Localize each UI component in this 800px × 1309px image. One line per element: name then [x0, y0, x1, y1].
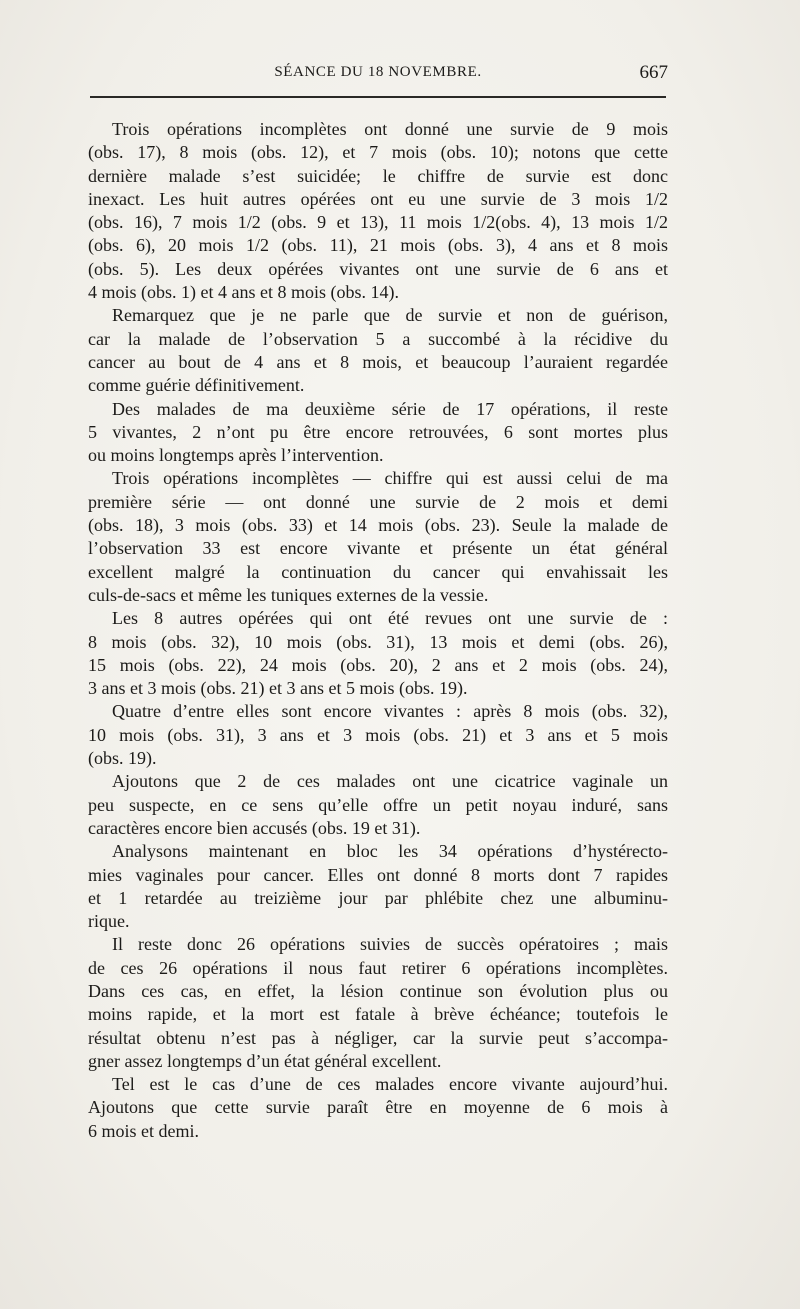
text-line: comme guérie définitivement.	[88, 375, 305, 396]
text-line: Ajoutons que 2 de ces malades ont une cicatrice vaginale un	[112, 771, 668, 792]
text-line: moins rapide, et la mort est fatale à brève échéance; toutefois le	[88, 1004, 668, 1025]
text-line: (obs. 5). Les deux opérées vivantes ont une survie de 6 ans et	[88, 258, 668, 279]
text-line: Dans ces cas, en effet, la lésion continue son évolution plus ou	[88, 980, 668, 1001]
text-line: Trois opérations incomplètes ont donné une survie de 9 mois	[112, 119, 668, 139]
body-text	[88, 118, 668, 1143]
text-line: Il reste donc 26 opérations suivies de succès opératoires ; mais	[112, 934, 668, 955]
running-title: SÉANCE DU 18 NOVEMBRE.	[274, 64, 482, 80]
text-line: rique.	[88, 911, 130, 932]
running-head	[88, 64, 668, 88]
text-line: 6 mois et demi.	[88, 1120, 199, 1141]
paragraph	[88, 467, 668, 607]
paragraph	[88, 700, 668, 770]
page-number: 667	[639, 62, 668, 83]
text-line: ou moins longtemps après l’intervention.	[88, 445, 384, 466]
text-line: Remarquez que je ne parle que de survie et non de guérison,	[112, 305, 668, 326]
text-line: 3 ans et 3 mois (obs. 21) et 3 ans et 5 mois (obs. 19).	[88, 678, 468, 699]
text-line: (obs. 17), 8 mois (obs. 12), et 7 mois (obs. 10); notons que cette	[88, 142, 668, 163]
paragraph	[88, 840, 668, 933]
paragraph	[88, 118, 668, 304]
text-line: (obs. 19).	[88, 748, 157, 769]
text-line: 10 mois (obs. 31), 3 ans et 3 mois (obs. 21) et 3 ans et 5 mois	[88, 724, 668, 745]
text-line: première série — ont donné une survie de 2 mois et demi	[88, 491, 668, 512]
text-line: Ajoutons que cette survie paraît être en moyenne de 6 mois à	[88, 1097, 668, 1118]
text-line: (obs. 16), 7 mois 1/2 (obs. 9 et 13), 11 mois 1/2(obs. 4), 13 mois 1/2	[88, 212, 668, 233]
text-line: 8 mois (obs. 32), 10 mois (obs. 31), 13 mois et demi (obs. 26),	[88, 631, 668, 652]
paragraph	[88, 607, 668, 700]
text-line: (obs. 6), 20 mois 1/2 (obs. 11), 21 mois (obs. 3), 4 ans et 8 mois	[88, 235, 668, 256]
text-line: et 1 retardée au treizième jour par phlébite chez une albuminu-	[88, 887, 668, 908]
text-line: Quatre d’entre elles sont encore vivantes : après 8 mois (obs. 32),	[112, 701, 668, 722]
text-line: peu suspecte, en ce sens qu’elle offre un petit noyau induré, sans	[88, 794, 668, 815]
text-line: Les 8 autres opérées qui ont été revues ont une survie de :	[112, 608, 668, 629]
paragraph	[88, 933, 668, 1073]
text-line: gner assez longtemps d’un état général excellent.	[88, 1050, 442, 1071]
text-line: l’observation 33 est encore vivante et présente un état général	[88, 538, 668, 559]
text-line: 4 mois (obs. 1) et 4 ans et 8 mois (obs. 14).	[88, 282, 399, 303]
text-line: Analysons maintenant en bloc les 34 opérations d’hystérecto-	[112, 841, 668, 862]
text-line: cancer au bout de 4 ans et 8 mois, et beaucoup l’auraient regardée	[88, 351, 668, 372]
text-line: 15 mois (obs. 22), 24 mois (obs. 20), 2 ans et 2 mois (obs. 24),	[88, 654, 668, 675]
text-line: dernière malade s’est suicidée; le chiffre de survie est donc	[88, 165, 668, 186]
text-line: Tel est le cas d’une de ces malades encore vivante aujourd’hui.	[112, 1074, 668, 1095]
text-line: de ces 26 opérations il nous faut retirer 6 opérations incomplètes.	[88, 957, 668, 978]
text-line: culs-de-sacs et même les tuniques externes de la vessie.	[88, 584, 489, 605]
text-line: car la malade de l’observation 5 a succombé à la récidive du	[88, 328, 668, 349]
text-line: résultat obtenu n’est pas à négliger, car la survie peut s’accompa-	[88, 1027, 668, 1048]
text-line: Trois opérations incomplètes — chiffre qui est aussi celui de ma	[112, 468, 668, 489]
paragraph	[88, 1073, 668, 1143]
paragraph	[88, 398, 668, 468]
text-line: caractères encore bien accusés (obs. 19 et 31).	[88, 817, 421, 838]
paragraph	[88, 304, 668, 397]
text-line: (obs. 18), 3 mois (obs. 33) et 14 mois (obs. 23). Seule la malade de	[88, 515, 668, 536]
text-line: mies vaginales pour cancer. Elles ont donné 8 morts dont 7 rapides	[88, 864, 668, 885]
header-rule	[90, 96, 666, 98]
text-line: inexact. Les huit autres opérées ont eu une survie de 3 mois 1/2	[88, 188, 668, 209]
text-line: excellent malgré la continuation du cancer qui envahissait les	[88, 561, 668, 582]
text-line: 5 vivantes, 2 n’ont pu être encore retrouvées, 6 sont mortes plus	[88, 421, 668, 442]
text-line: Des malades de ma deuxième série de 17 opérations, il reste	[112, 398, 668, 419]
paragraph	[88, 770, 668, 840]
